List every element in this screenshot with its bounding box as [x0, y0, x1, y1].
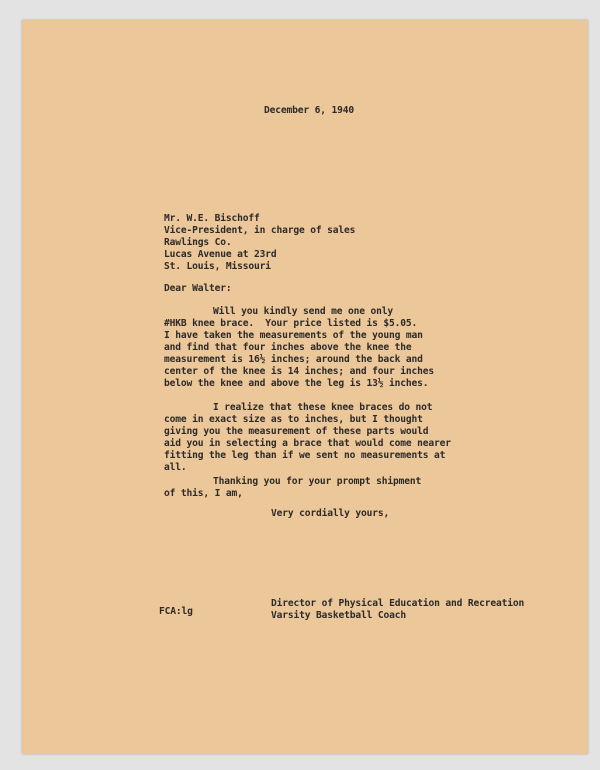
paragraph2-line: aid you in selecting a brace that would come nearer — [164, 438, 451, 449]
signature-title: Director of Physical Education and Recreation — [271, 598, 525, 609]
paragraph1-line: I have taken the measurements of the young man — [164, 330, 423, 341]
paragraph3-line: Thanking you for your prompt shipment — [213, 476, 422, 487]
letter-date: December 6, 1940 — [264, 105, 355, 116]
paragraph2-line: giving you the measurement of these parts would — [164, 426, 429, 437]
letter-body — [22, 20, 588, 754]
paragraph1-line: measurement is 16½ inches; around the back and — [164, 354, 423, 365]
letter-page — [22, 20, 588, 754]
paragraph2-line: I realize that these knee braces do not — [213, 402, 433, 413]
paragraph1-line: #HKB knee brace. Your price listed is $5.05. — [164, 318, 418, 329]
paragraph1-line: below the knee and above the leg is 13½ inches. — [164, 378, 429, 389]
recipient-company: Rawlings Co. — [164, 237, 232, 248]
typist-initials: FCA:lg — [159, 606, 193, 617]
paragraph2-line: come in exact size as to inches, but I thought — [164, 414, 423, 425]
complimentary-close: Very cordially yours, — [271, 508, 390, 519]
recipient-street: Lucas Avenue at 23rd — [164, 249, 277, 260]
paragraph1-line: Will you kindly send me one only — [213, 306, 394, 317]
recipient-title: Vice-President, in charge of sales — [164, 225, 356, 236]
paragraph1-line: center of the knee is 14 inches; and four inches — [164, 366, 435, 377]
recipient-city: St. Louis, Missouri — [164, 261, 271, 272]
paragraph3-line: of this, I am, — [164, 488, 243, 499]
paragraph1-line: and find that four inches above the knee the — [164, 342, 412, 353]
signature-subtitle: Varsity Basketball Coach — [271, 610, 407, 621]
recipient-name: Mr. W.E. Bischoff — [164, 213, 260, 224]
paragraph2-line: fitting the leg than if we sent no measurements at — [164, 450, 446, 461]
paragraph2-line: all. — [164, 462, 187, 473]
salutation: Dear Walter: — [164, 283, 232, 294]
